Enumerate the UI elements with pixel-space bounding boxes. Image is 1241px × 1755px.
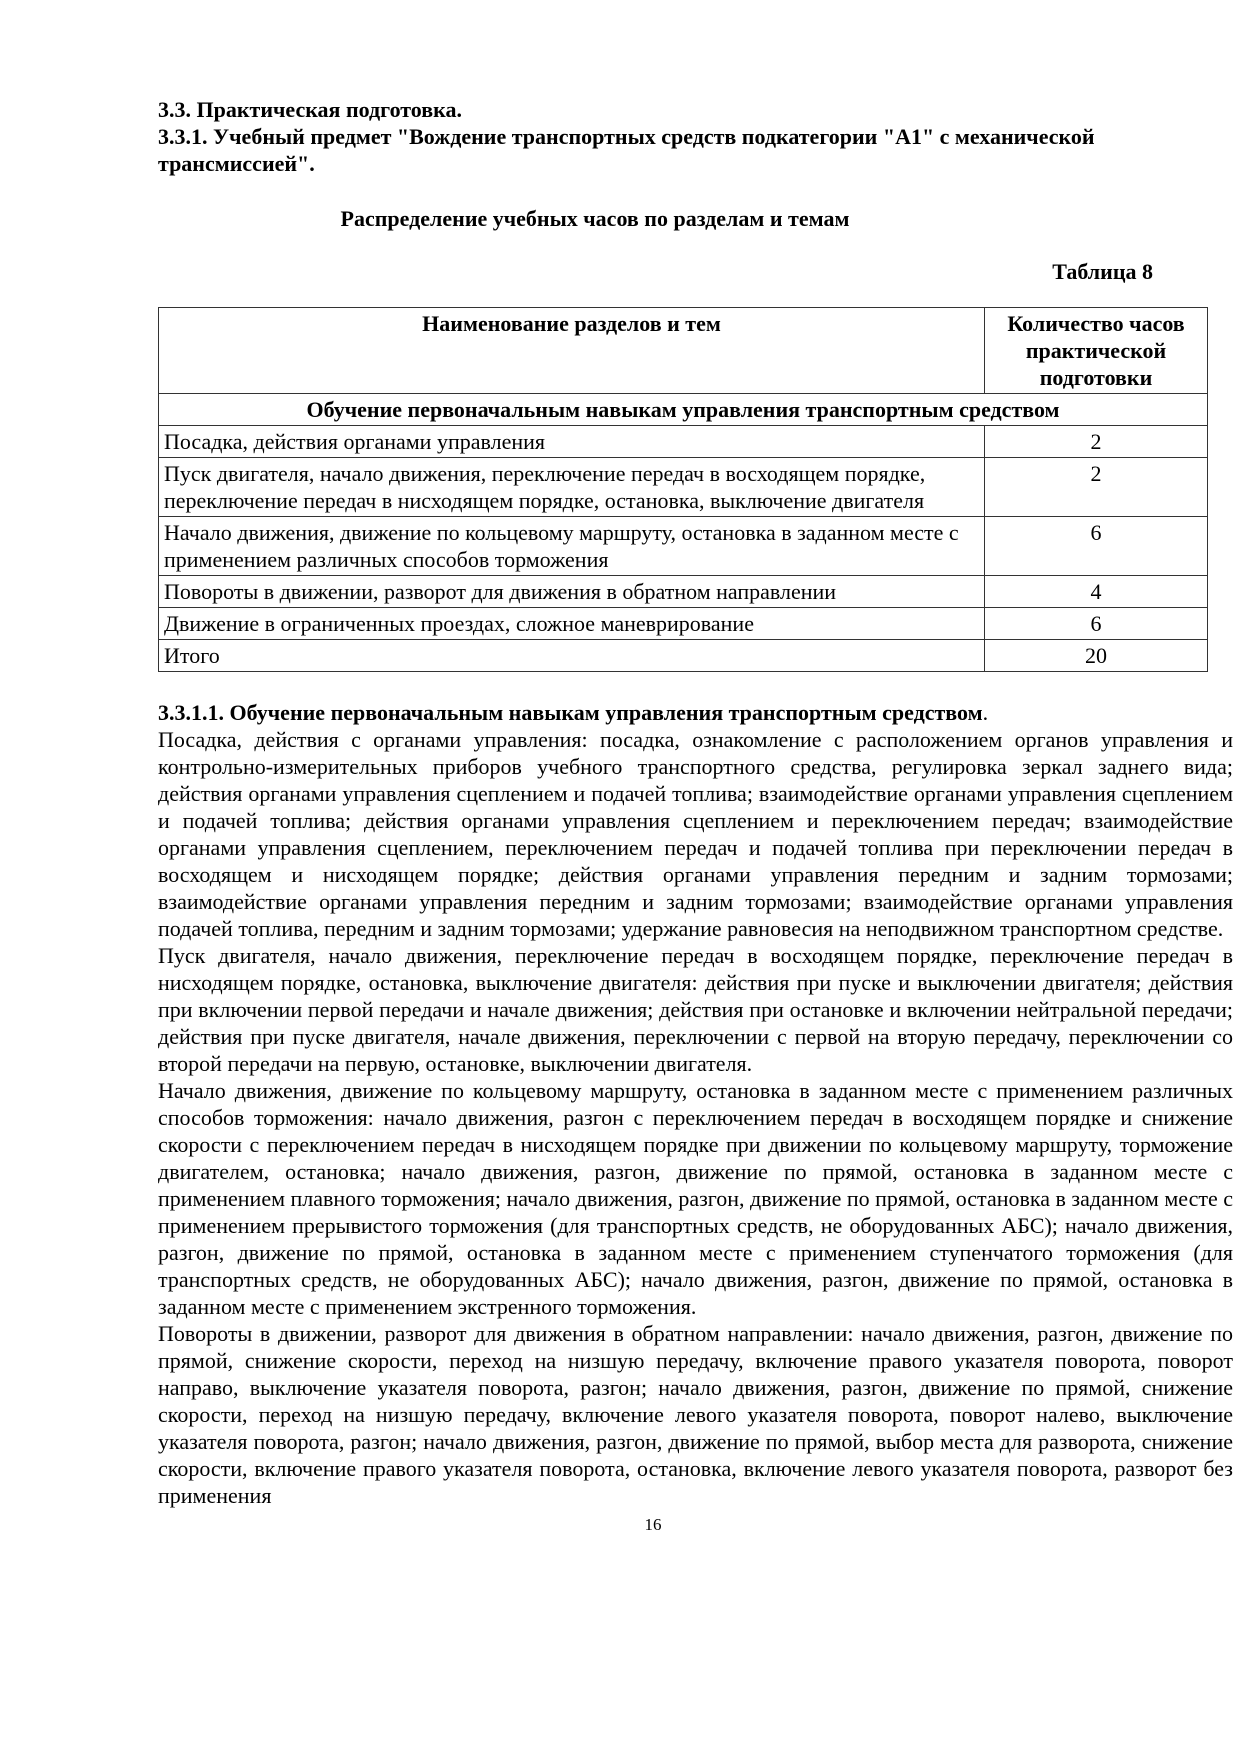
row-hours: 2 xyxy=(985,426,1208,458)
table-row xyxy=(159,426,1208,458)
paragraph: Повороты в движении, разворот для движения в обратном направлении: начало движения, разгон, движение по прямой, снижение скорости, переход на низшую передачу, включение правого указателя поворота, поворот направо, выключение указателя поворота, разгон; начало движения, разгон, движение по прямой, снижение скорости, переход на низшую передачу, включение левого указателя поворота, поворот налево, выключение указателя поворота, разгон; начало движения, разгон, движение по прямой, выбор места для разворота, снижение скорости, включение правого указателя поворота, остановка, включение левого указателя поворота, разворот без применения xyxy=(158,1321,1233,1508)
row-hours-total: 20 xyxy=(985,640,1208,672)
table-row xyxy=(159,517,1208,576)
body-text xyxy=(158,726,1233,1509)
row-name: Пуск двигателя, начало движения, переключение передач в восходящем порядке, переключение передач в нисходящем порядке, остановка, выключение двигателя xyxy=(159,458,985,517)
section-heading-text: 3.3.1.1. Обучение первоначальным навыкам управления транспортным средством xyxy=(158,700,983,725)
table-row xyxy=(159,458,1208,517)
row-hours: 2 xyxy=(985,458,1208,517)
subtitle: Распределение учебных часов по разделам и темам xyxy=(340,206,850,231)
hours-table xyxy=(158,307,1208,672)
row-name: Движение в ограниченных проездах, сложное маневрирование xyxy=(159,608,985,640)
row-name: Начало движения, движение по кольцевому маршруту, остановка в заданном месте с применением различных способов торможения xyxy=(159,517,985,576)
row-hours: 6 xyxy=(985,517,1208,576)
table-header-name: Наименование разделов и тем xyxy=(159,308,985,394)
section-heading xyxy=(158,699,1233,726)
table-header-row xyxy=(159,308,1208,394)
section-heading-period: . xyxy=(982,700,989,725)
paragraph: Посадка, действия с органами управления: посадка, ознакомление с расположением органов управления и контрольно-измерительных приборов учебного транспортного средства, регулировка зеркал заднего вида; действия органами управления сцеплением и подачей топлива; взаимодействие органами управления сцеплением и подачей топлива; действия органами управления сцеплением и переключением передач; взаимодействие органами управления сцеплением, переключением передач и подачей топлива при переключении передач в восходящем и нисходящем порядке; действия органами управления передним и задним тормозами; взаимодействие органами управления передним и задним тормозами; взаимодействие органами управления подачей топлива, передним и задним тормозами; удержание равновесия на неподвижном транспортном средстве. xyxy=(158,727,1233,941)
row-hours: 4 xyxy=(985,576,1208,608)
page-number: 16 xyxy=(644,1515,662,1534)
row-hours: 6 xyxy=(985,608,1208,640)
document-heading-block xyxy=(158,96,1233,177)
table-header-hours: Количество часов практической подготовки xyxy=(985,308,1208,394)
row-name: Повороты в движении, разворот для движения в обратном направлении xyxy=(159,576,985,608)
paragraph: Пуск двигателя, начало движения, переключение передач в восходящем порядке, переключение передач в нисходящем порядке, остановка, выключение двигателя: действия при пуске и выключении двигателя; действия при включении первой передачи и начале движения; действия при остановке и включении нейтральной передачи; действия при пуске двигателя, начале движения, переключении с первой на вторую передачу, переключении со второй передачи на первую, остановке, выключении двигателя. xyxy=(158,943,1233,1076)
row-name-total: Итого xyxy=(159,640,985,672)
table-label: Таблица 8 xyxy=(1052,259,1153,284)
row-name: Посадка, действия органами управления xyxy=(159,426,985,458)
paragraph: Начало движения, движение по кольцевому маршруту, остановка в заданном месте с применением различных способов торможения: начало движения, разгон с переключением передач в восходящем порядке и снижение скорости с переключением передач в нисходящем порядке при движении по кольцевому маршруту, торможение двигателем, остановка; начало движения, разгон, движение по прямой, остановка в заданном месте с применением плавного торможения; начало движения, разгон, движение по прямой, остановка в заданном месте с применением прерывистого торможения (для транспортных средств, не оборудованных АБС); начало движения, разгон, движение по прямой, остановка в заданном месте с применением ступенчатого торможения (для транспортных средств, не оборудованных АБС); начало движения, разгон, движение по прямой, остановка в заданном месте с применением экстренного торможения. xyxy=(158,1078,1233,1319)
heading-3-3-1: 3.3.1. Учебный предмет "Вождение транспортных средств подкатегории "А1" с механической трансмиссией". xyxy=(158,124,1095,176)
heading-3-3: 3.3. Практическая подготовка. xyxy=(158,97,462,122)
table-row xyxy=(159,576,1208,608)
table-section-title: Обучение первоначальным навыкам управления транспортным средством xyxy=(159,394,1208,426)
table-row-total xyxy=(159,640,1208,672)
table-section-row xyxy=(159,394,1208,426)
table-row xyxy=(159,608,1208,640)
